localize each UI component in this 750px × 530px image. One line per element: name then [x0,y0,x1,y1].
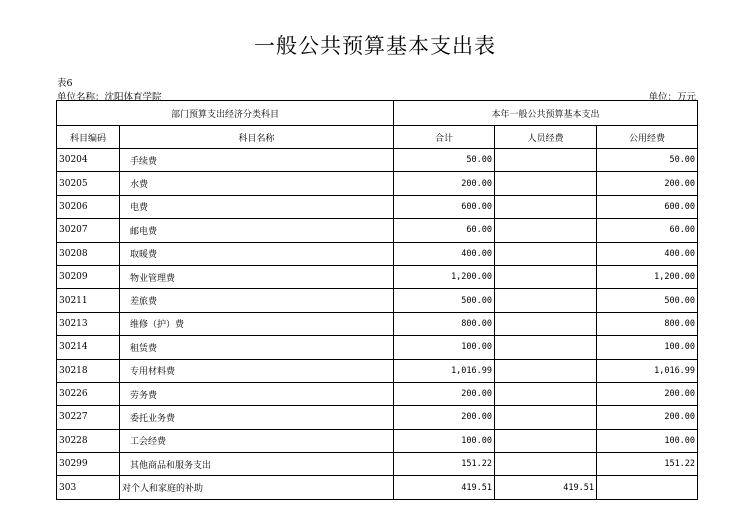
unit-name: 单位名称：沈阳体育学院 [57,92,162,103]
row-code: 30218 [57,359,120,382]
row-total: 100.00 [394,336,495,359]
row-public: 200.00 [597,172,698,195]
table-row [57,149,698,172]
header-total: 合计 [394,126,495,149]
row-public: 100.00 [597,336,698,359]
row-total: 60.00 [394,219,495,242]
row-public: 400.00 [597,242,698,265]
table-row [57,242,698,265]
row-name: 工会经费 [120,429,394,452]
header-name: 科目名称 [120,126,394,149]
row-personnel [495,406,597,429]
row-personnel [495,265,597,288]
row-name: 手续费 [120,149,394,172]
row-name: 委托业务费 [120,406,394,429]
row-total: 400.00 [394,242,495,265]
table-number: 表6 [57,78,73,89]
row-total: 151.22 [394,453,495,476]
row-name: 差旅费 [120,289,394,312]
row-public: 1,200.00 [597,265,698,288]
header-public: 公用经费 [597,126,698,149]
row-public: 200.00 [597,382,698,405]
header-personnel: 人员经费 [495,126,597,149]
row-total: 500.00 [394,289,495,312]
header-group-left: 部门预算支出经济分类科目 [57,101,394,126]
row-personnel: 419.51 [495,476,597,499]
table-row [57,476,698,499]
row-name: 专用材料费 [120,359,394,382]
table-row [57,382,698,405]
row-personnel [495,195,597,218]
row-code: 30214 [57,336,120,359]
row-public: 800.00 [597,312,698,335]
row-total: 600.00 [394,195,495,218]
row-code: 30208 [57,242,120,265]
row-personnel [495,242,597,265]
row-public: 500.00 [597,289,698,312]
row-name: 邮电费 [120,219,394,242]
row-name: 电费 [120,195,394,218]
page-title: 一般公共预算基本支出表 [254,34,496,58]
row-code: 30211 [57,289,120,312]
row-personnel [495,453,597,476]
row-public: 100.00 [597,429,698,452]
row-personnel [495,172,597,195]
row-total: 200.00 [394,172,495,195]
row-personnel [495,219,597,242]
table-row [57,453,698,476]
row-total: 419.51 [394,476,495,499]
row-name: 劳务费 [120,382,394,405]
row-total: 800.00 [394,312,495,335]
row-code: 30207 [57,219,120,242]
row-total: 200.00 [394,406,495,429]
table-row [57,429,698,452]
row-public: 60.00 [597,219,698,242]
row-code: 30204 [57,149,120,172]
budget-table [56,100,698,500]
row-name: 租赁费 [120,336,394,359]
row-code: 30226 [57,382,120,405]
row-code: 30213 [57,312,120,335]
table-row [57,265,698,288]
row-total: 100.00 [394,429,495,452]
row-public: 1,016.99 [597,359,698,382]
row-code: 30227 [57,406,120,429]
row-total: 50.00 [394,149,495,172]
row-name: 其他商品和服务支出 [120,453,394,476]
row-code: 30206 [57,195,120,218]
row-personnel [495,429,597,452]
row-name: 取暖费 [120,242,394,265]
row-personnel [495,312,597,335]
row-code: 303 [57,476,120,499]
row-total: 1,200.00 [394,265,495,288]
row-total: 200.00 [394,382,495,405]
table-row [57,195,698,218]
currency-unit: 单位：万元 [648,92,696,103]
table-row [57,289,698,312]
table-row [57,359,698,382]
row-public: 151.22 [597,453,698,476]
row-code: 30299 [57,453,120,476]
row-personnel [495,359,597,382]
row-name: 维修（护）费 [120,312,394,335]
row-personnel [495,149,597,172]
table-row [57,172,698,195]
row-public: 600.00 [597,195,698,218]
row-personnel [495,289,597,312]
row-public [597,476,698,499]
row-code: 30209 [57,265,120,288]
row-public: 200.00 [597,406,698,429]
row-total: 1,016.99 [394,359,495,382]
table-row [57,312,698,335]
table-row [57,336,698,359]
header-code: 科目编码 [57,126,120,149]
row-name: 物业管理费 [120,265,394,288]
row-name: 水费 [120,172,394,195]
table-row [57,406,698,429]
row-public: 50.00 [597,149,698,172]
row-name: 对个人和家庭的补助 [120,476,394,499]
row-personnel [495,382,597,405]
row-code: 30205 [57,172,120,195]
row-code: 30228 [57,429,120,452]
table-row [57,219,698,242]
row-personnel [495,336,597,359]
header-group-right: 本年一般公共预算基本支出 [394,101,698,126]
